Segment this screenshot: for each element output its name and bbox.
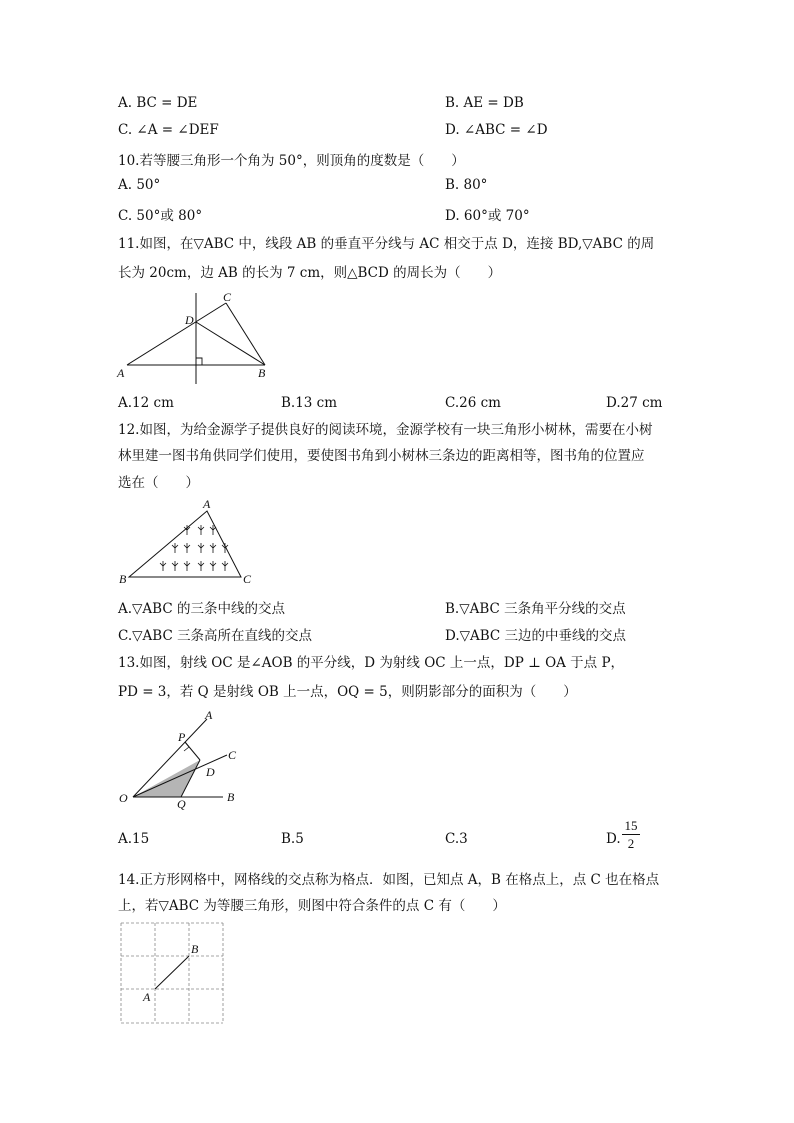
q13-label-d: D xyxy=(206,765,215,779)
q9-option-b: B. AE = DB xyxy=(445,95,524,111)
tree-icon xyxy=(198,543,204,553)
q11-option-a: A.12 cm xyxy=(118,395,174,411)
q13-label-c: C xyxy=(228,748,237,762)
q9-option-a: A. BC = DE xyxy=(118,95,198,111)
fraction-denominator: 2 xyxy=(622,834,640,852)
q14-grid-figure xyxy=(115,918,230,1028)
q12-option-c: C.▽ABC 三条高所在直线的交点 xyxy=(118,628,313,644)
tree-icon xyxy=(172,543,178,553)
q12-option-b: B.▽ABC 三条角平分线的交点 xyxy=(445,601,626,617)
tree-grove-triangle xyxy=(129,511,241,577)
q13-stem-line2: PD = 3，若 Q 是射线 OB 上一点，OQ = 5，则阴影部分的面积为（ ） xyxy=(118,684,577,700)
q14-label-b: B xyxy=(191,942,199,956)
q11-label-b: B xyxy=(258,366,266,380)
q13-stem-line1: 13.如图，射线 OC 是∠AOB 的平分线，D 为射线 OC 上一点，DP ⊥ OA 于点 P， xyxy=(118,655,625,671)
q12-option-d: D.▽ABC 三边的中垂线的交点 xyxy=(445,628,627,644)
segment-bd xyxy=(196,322,265,365)
q14-stem-line2: 上，若▽ABC 为等腰三角形，则图中符合条件的点 C 有（ ） xyxy=(118,898,506,914)
tree-icon xyxy=(172,561,178,571)
q10-stem: 10.若等腰三角形一个角为 50°，则顶角的度数是（ ） xyxy=(118,153,465,169)
tree-icon xyxy=(198,561,204,571)
tree-icon xyxy=(184,543,190,553)
q12-label-b: B xyxy=(119,572,127,586)
q11-option-b: B.13 cm xyxy=(281,395,338,411)
q11-option-d: D.27 cm xyxy=(606,395,663,411)
q12-option-a: A.▽ABC 的三条中线的交点 xyxy=(118,601,285,617)
q11-label-a: A xyxy=(117,366,125,380)
segment-bc xyxy=(226,303,265,365)
q14-stem-line1: 14.正方形网格中，网格线的交点称为格点．如图，已知点 A，B 在格点上，点 C 也在格点 xyxy=(118,872,660,888)
segment-ab xyxy=(155,956,189,989)
q14-label-a: A xyxy=(143,990,151,1004)
tree-icon xyxy=(198,525,204,535)
q13-label-q: Q xyxy=(177,797,186,811)
q10-option-b: B. 80° xyxy=(445,177,488,193)
q13-label-p: P xyxy=(178,730,186,744)
q11-stem-line2: 长为 20cm，边 AB 的长为 7 cm，则△BCD 的周长为（ ） xyxy=(118,265,502,281)
q13-label-o: O xyxy=(119,791,128,805)
q13-option-d-fraction xyxy=(622,818,640,852)
q12-label-c: C xyxy=(243,572,252,586)
segment-ac xyxy=(127,303,226,365)
q12-figure xyxy=(115,497,265,589)
tree-icon xyxy=(184,561,190,571)
q12-stem-line3: 选在（ ） xyxy=(118,475,199,491)
q10-option-a: A. 50° xyxy=(118,177,161,193)
q11-option-c: C.26 cm xyxy=(445,395,501,411)
q13-label-a: A xyxy=(205,708,213,722)
q11-label-d: D xyxy=(185,313,194,327)
q13-option-c: C.3 xyxy=(445,831,468,847)
q12-stem-line1: 12.如图，为给金源学子提供良好的阅读环境，金源学校有一块三角形小树林，需要在小树 xyxy=(118,422,653,438)
tree-icon xyxy=(222,561,228,571)
tree-icon xyxy=(222,543,228,553)
q9-option-d: D. ∠ABC = ∠D xyxy=(445,122,548,138)
q9-option-c: C. ∠A = ∠DEF xyxy=(118,122,219,138)
tree-icon xyxy=(210,561,216,571)
tree-icon xyxy=(160,561,166,571)
right-angle-mark xyxy=(196,358,202,365)
q13-option-a: A.15 xyxy=(118,831,150,847)
q10-option-c: C. 50°或 80° xyxy=(118,208,203,224)
q11-figure xyxy=(115,288,275,388)
q12-label-a: A xyxy=(203,497,211,511)
q13-label-b: B xyxy=(227,790,235,804)
q11-label-c: C xyxy=(223,290,232,304)
q13-option-d-prefix: D. xyxy=(606,831,621,847)
q13-option-b: B.5 xyxy=(281,831,304,847)
fraction-numerator: 15 xyxy=(624,818,638,833)
q10-option-d: D. 60°或 70° xyxy=(445,208,530,224)
q13-figure xyxy=(115,707,245,812)
tree-icon xyxy=(210,543,216,553)
q12-stem-line2: 林里建一图书角供同学们使用，要使图书角到小树林三条边的距离相等，图书角的位置应 xyxy=(118,448,645,464)
q11-stem-line1: 11.如图，在▽ABC 中，线段 AB 的垂直平分线与 AC 相交于点 D，连接 BD,▽ABC 的周 xyxy=(118,236,655,252)
